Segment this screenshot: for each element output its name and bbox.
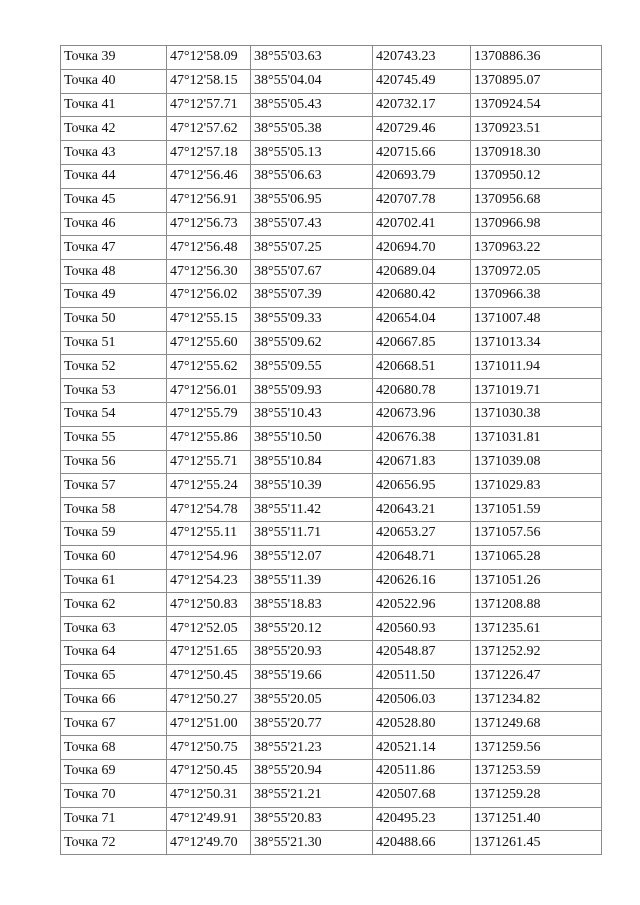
latitude-cell: 47°12'50.83	[167, 593, 251, 617]
longitude-cell: 38°55'05.38	[251, 117, 373, 141]
y-coordinate-cell: 1371057.56	[471, 521, 602, 545]
point-name-cell: Точка 61	[61, 569, 167, 593]
point-name-cell: Точка 39	[61, 46, 167, 70]
point-name-cell: Точка 40	[61, 69, 167, 93]
point-name-cell: Точка 68	[61, 736, 167, 760]
y-coordinate-cell: 1371013.34	[471, 331, 602, 355]
latitude-cell: 47°12'56.91	[167, 188, 251, 212]
longitude-cell: 38°55'20.77	[251, 712, 373, 736]
table-row	[61, 688, 602, 712]
x-coordinate-cell: 420732.17	[373, 93, 471, 117]
longitude-cell: 38°55'04.04	[251, 69, 373, 93]
longitude-cell: 38°55'07.67	[251, 260, 373, 284]
coordinates-table	[60, 45, 602, 855]
point-name-cell: Точка 57	[61, 474, 167, 498]
y-coordinate-cell: 1370918.30	[471, 141, 602, 165]
latitude-cell: 47°12'57.71	[167, 93, 251, 117]
point-name-cell: Точка 54	[61, 402, 167, 426]
table-row	[61, 117, 602, 141]
table-row	[61, 474, 602, 498]
latitude-cell: 47°12'52.05	[167, 617, 251, 641]
x-coordinate-cell: 420745.49	[373, 69, 471, 93]
table-row	[61, 236, 602, 260]
x-coordinate-cell: 420643.21	[373, 498, 471, 522]
latitude-cell: 47°12'49.91	[167, 807, 251, 831]
longitude-cell: 38°55'09.55	[251, 355, 373, 379]
x-coordinate-cell: 420667.85	[373, 331, 471, 355]
table-row	[61, 141, 602, 165]
point-name-cell: Точка 58	[61, 498, 167, 522]
x-coordinate-cell: 420506.03	[373, 688, 471, 712]
longitude-cell: 38°55'06.63	[251, 164, 373, 188]
table-row	[61, 93, 602, 117]
y-coordinate-cell: 1371029.83	[471, 474, 602, 498]
y-coordinate-cell: 1370924.54	[471, 93, 602, 117]
point-name-cell: Точка 66	[61, 688, 167, 712]
y-coordinate-cell: 1371253.59	[471, 759, 602, 783]
longitude-cell: 38°55'10.84	[251, 450, 373, 474]
y-coordinate-cell: 1371261.45	[471, 831, 602, 855]
point-name-cell: Точка 47	[61, 236, 167, 260]
longitude-cell: 38°55'21.21	[251, 783, 373, 807]
x-coordinate-cell: 420511.86	[373, 759, 471, 783]
point-name-cell: Точка 72	[61, 831, 167, 855]
x-coordinate-cell: 420626.16	[373, 569, 471, 593]
longitude-cell: 38°55'05.13	[251, 141, 373, 165]
longitude-cell: 38°55'20.94	[251, 759, 373, 783]
table-row	[61, 783, 602, 807]
latitude-cell: 47°12'50.27	[167, 688, 251, 712]
coordinates-table-body	[61, 46, 602, 855]
point-name-cell: Точка 48	[61, 260, 167, 284]
latitude-cell: 47°12'56.48	[167, 236, 251, 260]
longitude-cell: 38°55'21.23	[251, 736, 373, 760]
table-row	[61, 545, 602, 569]
y-coordinate-cell: 1371019.71	[471, 379, 602, 403]
point-name-cell: Точка 63	[61, 617, 167, 641]
longitude-cell: 38°55'11.39	[251, 569, 373, 593]
longitude-cell: 38°55'05.43	[251, 93, 373, 117]
longitude-cell: 38°55'07.43	[251, 212, 373, 236]
point-name-cell: Точка 70	[61, 783, 167, 807]
point-name-cell: Точка 46	[61, 212, 167, 236]
latitude-cell: 47°12'55.24	[167, 474, 251, 498]
x-coordinate-cell: 420653.27	[373, 521, 471, 545]
x-coordinate-cell: 420548.87	[373, 640, 471, 664]
y-coordinate-cell: 1370950.12	[471, 164, 602, 188]
y-coordinate-cell: 1371234.82	[471, 688, 602, 712]
x-coordinate-cell: 420560.93	[373, 617, 471, 641]
table-row	[61, 569, 602, 593]
x-coordinate-cell: 420507.68	[373, 783, 471, 807]
longitude-cell: 38°55'21.30	[251, 831, 373, 855]
latitude-cell: 47°12'55.15	[167, 307, 251, 331]
x-coordinate-cell: 420528.80	[373, 712, 471, 736]
table-row	[61, 69, 602, 93]
table-row	[61, 617, 602, 641]
x-coordinate-cell: 420522.96	[373, 593, 471, 617]
longitude-cell: 38°55'19.66	[251, 664, 373, 688]
longitude-cell: 38°55'10.39	[251, 474, 373, 498]
latitude-cell: 47°12'55.60	[167, 331, 251, 355]
table-row	[61, 640, 602, 664]
y-coordinate-cell: 1371011.94	[471, 355, 602, 379]
latitude-cell: 47°12'56.30	[167, 260, 251, 284]
table-row	[61, 426, 602, 450]
table-row	[61, 46, 602, 70]
y-coordinate-cell: 1371259.56	[471, 736, 602, 760]
table-row	[61, 712, 602, 736]
longitude-cell: 38°55'11.42	[251, 498, 373, 522]
x-coordinate-cell: 420673.96	[373, 402, 471, 426]
latitude-cell: 47°12'58.15	[167, 69, 251, 93]
x-coordinate-cell: 420676.38	[373, 426, 471, 450]
table-row	[61, 736, 602, 760]
point-name-cell: Точка 42	[61, 117, 167, 141]
y-coordinate-cell: 1371039.08	[471, 450, 602, 474]
table-row	[61, 593, 602, 617]
x-coordinate-cell: 420702.41	[373, 212, 471, 236]
x-coordinate-cell: 420668.51	[373, 355, 471, 379]
longitude-cell: 38°55'03.63	[251, 46, 373, 70]
x-coordinate-cell: 420495.23	[373, 807, 471, 831]
y-coordinate-cell: 1371259.28	[471, 783, 602, 807]
point-name-cell: Точка 53	[61, 379, 167, 403]
table-row	[61, 188, 602, 212]
longitude-cell: 38°55'07.39	[251, 283, 373, 307]
latitude-cell: 47°12'51.00	[167, 712, 251, 736]
table-row	[61, 164, 602, 188]
longitude-cell: 38°55'20.83	[251, 807, 373, 831]
latitude-cell: 47°12'55.11	[167, 521, 251, 545]
latitude-cell: 47°12'56.73	[167, 212, 251, 236]
x-coordinate-cell: 420671.83	[373, 450, 471, 474]
x-coordinate-cell: 420694.70	[373, 236, 471, 260]
latitude-cell: 47°12'56.01	[167, 379, 251, 403]
point-name-cell: Точка 50	[61, 307, 167, 331]
latitude-cell: 47°12'50.75	[167, 736, 251, 760]
point-name-cell: Точка 55	[61, 426, 167, 450]
point-name-cell: Точка 44	[61, 164, 167, 188]
y-coordinate-cell: 1371030.38	[471, 402, 602, 426]
table-row	[61, 759, 602, 783]
table-row	[61, 664, 602, 688]
longitude-cell: 38°55'09.62	[251, 331, 373, 355]
y-coordinate-cell: 1371235.61	[471, 617, 602, 641]
point-name-cell: Точка 49	[61, 283, 167, 307]
table-row	[61, 807, 602, 831]
x-coordinate-cell: 420654.04	[373, 307, 471, 331]
point-name-cell: Точка 41	[61, 93, 167, 117]
point-name-cell: Точка 43	[61, 141, 167, 165]
latitude-cell: 47°12'54.23	[167, 569, 251, 593]
y-coordinate-cell: 1370956.68	[471, 188, 602, 212]
table-row	[61, 521, 602, 545]
point-name-cell: Точка 51	[61, 331, 167, 355]
table-row	[61, 260, 602, 284]
table-row	[61, 831, 602, 855]
latitude-cell: 47°12'54.96	[167, 545, 251, 569]
y-coordinate-cell: 1371051.26	[471, 569, 602, 593]
point-name-cell: Точка 71	[61, 807, 167, 831]
table-row	[61, 498, 602, 522]
table-row	[61, 450, 602, 474]
y-coordinate-cell: 1370886.36	[471, 46, 602, 70]
longitude-cell: 38°55'20.12	[251, 617, 373, 641]
point-name-cell: Точка 64	[61, 640, 167, 664]
latitude-cell: 47°12'55.71	[167, 450, 251, 474]
latitude-cell: 47°12'50.45	[167, 759, 251, 783]
latitude-cell: 47°12'49.70	[167, 831, 251, 855]
latitude-cell: 47°12'50.45	[167, 664, 251, 688]
table-row	[61, 355, 602, 379]
latitude-cell: 47°12'55.62	[167, 355, 251, 379]
y-coordinate-cell: 1371226.47	[471, 664, 602, 688]
x-coordinate-cell: 420743.23	[373, 46, 471, 70]
latitude-cell: 47°12'51.65	[167, 640, 251, 664]
y-coordinate-cell: 1370966.38	[471, 283, 602, 307]
point-name-cell: Точка 67	[61, 712, 167, 736]
latitude-cell: 47°12'56.02	[167, 283, 251, 307]
longitude-cell: 38°55'07.25	[251, 236, 373, 260]
y-coordinate-cell: 1370972.05	[471, 260, 602, 284]
latitude-cell: 47°12'55.79	[167, 402, 251, 426]
y-coordinate-cell: 1370923.51	[471, 117, 602, 141]
longitude-cell: 38°55'10.50	[251, 426, 373, 450]
x-coordinate-cell: 420521.14	[373, 736, 471, 760]
x-coordinate-cell: 420729.46	[373, 117, 471, 141]
table-row	[61, 212, 602, 236]
y-coordinate-cell: 1371065.28	[471, 545, 602, 569]
y-coordinate-cell: 1370966.98	[471, 212, 602, 236]
table-row	[61, 307, 602, 331]
latitude-cell: 47°12'58.09	[167, 46, 251, 70]
x-coordinate-cell: 420689.04	[373, 260, 471, 284]
table-row	[61, 402, 602, 426]
y-coordinate-cell: 1370895.07	[471, 69, 602, 93]
latitude-cell: 47°12'57.18	[167, 141, 251, 165]
longitude-cell: 38°55'06.95	[251, 188, 373, 212]
x-coordinate-cell: 420488.66	[373, 831, 471, 855]
table-row	[61, 379, 602, 403]
y-coordinate-cell: 1371208.88	[471, 593, 602, 617]
y-coordinate-cell: 1371249.68	[471, 712, 602, 736]
point-name-cell: Точка 65	[61, 664, 167, 688]
x-coordinate-cell: 420715.66	[373, 141, 471, 165]
point-name-cell: Точка 62	[61, 593, 167, 617]
point-name-cell: Точка 69	[61, 759, 167, 783]
point-name-cell: Точка 52	[61, 355, 167, 379]
latitude-cell: 47°12'57.62	[167, 117, 251, 141]
longitude-cell: 38°55'09.93	[251, 379, 373, 403]
latitude-cell: 47°12'56.46	[167, 164, 251, 188]
x-coordinate-cell: 420680.42	[373, 283, 471, 307]
longitude-cell: 38°55'11.71	[251, 521, 373, 545]
point-name-cell: Точка 45	[61, 188, 167, 212]
y-coordinate-cell: 1371251.40	[471, 807, 602, 831]
point-name-cell: Точка 56	[61, 450, 167, 474]
point-name-cell: Точка 59	[61, 521, 167, 545]
x-coordinate-cell: 420656.95	[373, 474, 471, 498]
longitude-cell: 38°55'09.33	[251, 307, 373, 331]
y-coordinate-cell: 1371252.92	[471, 640, 602, 664]
y-coordinate-cell: 1371031.81	[471, 426, 602, 450]
table-row	[61, 331, 602, 355]
y-coordinate-cell: 1371007.48	[471, 307, 602, 331]
x-coordinate-cell: 420707.78	[373, 188, 471, 212]
y-coordinate-cell: 1370963.22	[471, 236, 602, 260]
latitude-cell: 47°12'55.86	[167, 426, 251, 450]
point-name-cell: Точка 60	[61, 545, 167, 569]
longitude-cell: 38°55'10.43	[251, 402, 373, 426]
latitude-cell: 47°12'50.31	[167, 783, 251, 807]
longitude-cell: 38°55'20.05	[251, 688, 373, 712]
table-row	[61, 283, 602, 307]
x-coordinate-cell: 420511.50	[373, 664, 471, 688]
longitude-cell: 38°55'12.07	[251, 545, 373, 569]
y-coordinate-cell: 1371051.59	[471, 498, 602, 522]
latitude-cell: 47°12'54.78	[167, 498, 251, 522]
longitude-cell: 38°55'20.93	[251, 640, 373, 664]
x-coordinate-cell: 420693.79	[373, 164, 471, 188]
x-coordinate-cell: 420680.78	[373, 379, 471, 403]
x-coordinate-cell: 420648.71	[373, 545, 471, 569]
longitude-cell: 38°55'18.83	[251, 593, 373, 617]
